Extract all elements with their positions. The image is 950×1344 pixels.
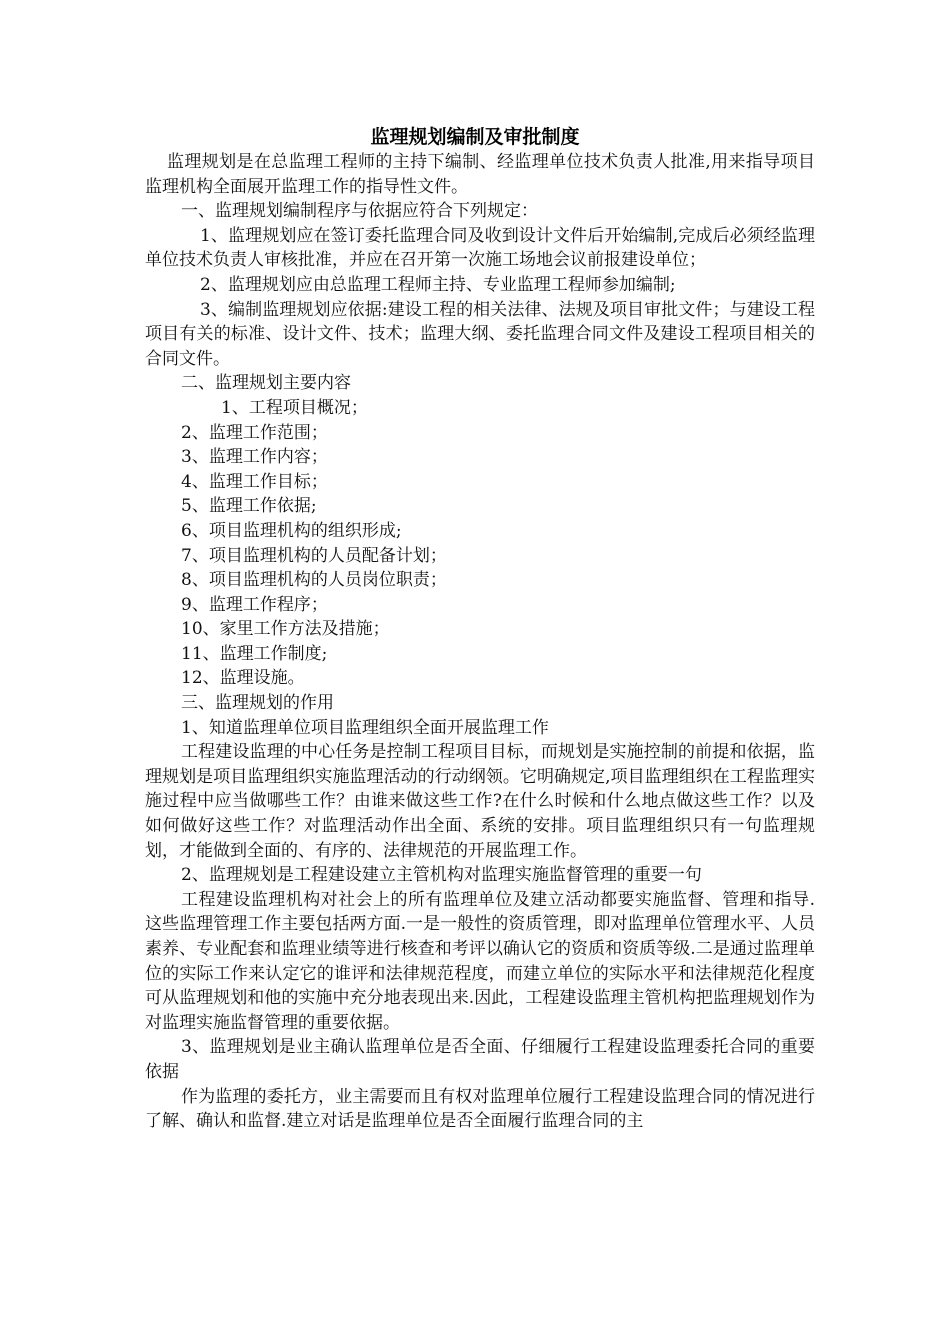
content-list-item: 10、家里工作方法及措施； — [181, 619, 390, 640]
subsection-paragraph-1: 工程建设监理的中心任务是控制工程项目目标，而规划是实施控制的前提和依据，监理规划是项目监理组织实施监理活动的行动纲领。它明确规定,项目监理组织在工程监理实施过程中应当做哪些工作？由谁来做这些工作?在什么时候和什么地点做这些工作？以及如何做好这些工作？对监理活动作出全面、系统的安排。项目监理组织只有一句监理规划，才能做到全面的、有序的、法律规范的开展监理工作。 — [145, 742, 815, 861]
document-title: 监理规划编制及审批制度 — [370, 126, 580, 148]
content-list-item: 11、监理工作制度; — [181, 643, 328, 664]
subsection-heading-3: 3、监理规划是业主确认监理单位是否全面、仔细履行工程建设监理委托合同的重要依据 — [145, 1037, 815, 1082]
subsection-heading-1: 1、知道监理单位项目监理组织全面开展监理工作 — [181, 717, 549, 738]
section-heading-2: 二、监理规划主要内容 — [181, 373, 351, 394]
section-heading-3: 三、监理规划的作用 — [181, 693, 334, 714]
rule-item-3: 3、编制监理规划应依据:建设工程的相关法律、法规及项目审批文件；与建设工程项目有关的标准、设计文件、技术；监理大纲、委托监理合同文件及建设工程项目相关的合同文件。 — [145, 299, 815, 369]
subsection-heading-2: 2、监理规划是工程建设建立主管机构对监理实施监督管理的重要一句 — [181, 865, 702, 886]
content-list-item: 8、项目监理机构的人员岗位职责； — [181, 570, 447, 591]
content-list-item: 5、监理工作依据; — [181, 496, 317, 517]
rule-item-2: 2、监理规划应由总监理工程师主持、专业监理工程师参加编制; — [200, 274, 676, 295]
rule-item-1: 1、监理规划应在签订委托监理合同及收到设计文件后开始编制,完成后必须经监理单位技术负责人审核批准，并应在召开第一次施工场地会议前报建设单位； — [145, 225, 815, 271]
content-list-item: 12、监理设施。 — [181, 668, 305, 689]
intro-paragraph: 监理规划是在总监理工程师的主持下编制、经监理单位技术负责人批准,用来指导项目监理机构全面展开监理工作的指导性文件。 — [145, 152, 815, 197]
content-list-item: 7、项目监理机构的人员配备计划； — [181, 545, 447, 566]
content-list-item: 2、监理工作范围； — [181, 422, 328, 443]
content-list-item: 6、项目监理机构的组织形成; — [181, 520, 402, 541]
content-list-item: 4、监理工作目标； — [181, 471, 328, 492]
content-list-item: 1、工程项目概况； — [221, 397, 368, 418]
content-list-item: 9、监理工作程序； — [181, 594, 328, 615]
document-body — [145, 150, 815, 1134]
subsection-paragraph-2: 工程建设监理机构对社会上的所有监理单位及建立活动都要实施监督、管理和指导.这些监理管理工作主要包括两方面.一是一般性的资质管理，即对监理单位管理水平、人员素养、专业配套和监理业绩等进行核查和考评以确认它的资质和资质等级.二是通过监理单位的实际工作来认定它的谁评和法律规范程度，而建立单位的实际水平和法律规范化程度可从监理规划和他的实施中充分地表现出来.因此，工程建设监理主管机构把监理规划作为对监理实施监督管理的重要依据。 — [145, 889, 815, 1033]
content-list-item: 3、监理工作内容； — [181, 447, 328, 468]
section-heading-1: 一、监理规划编制程序与依据应符合下列规定： — [181, 201, 538, 222]
subsection-paragraph-3: 作为监理的委托方，业主需要而且有权对监理单位履行工程建设监理合同的情况进行了解、确认和监督.建立对话是监理单位是否全面履行监理合同的主 — [145, 1086, 815, 1132]
